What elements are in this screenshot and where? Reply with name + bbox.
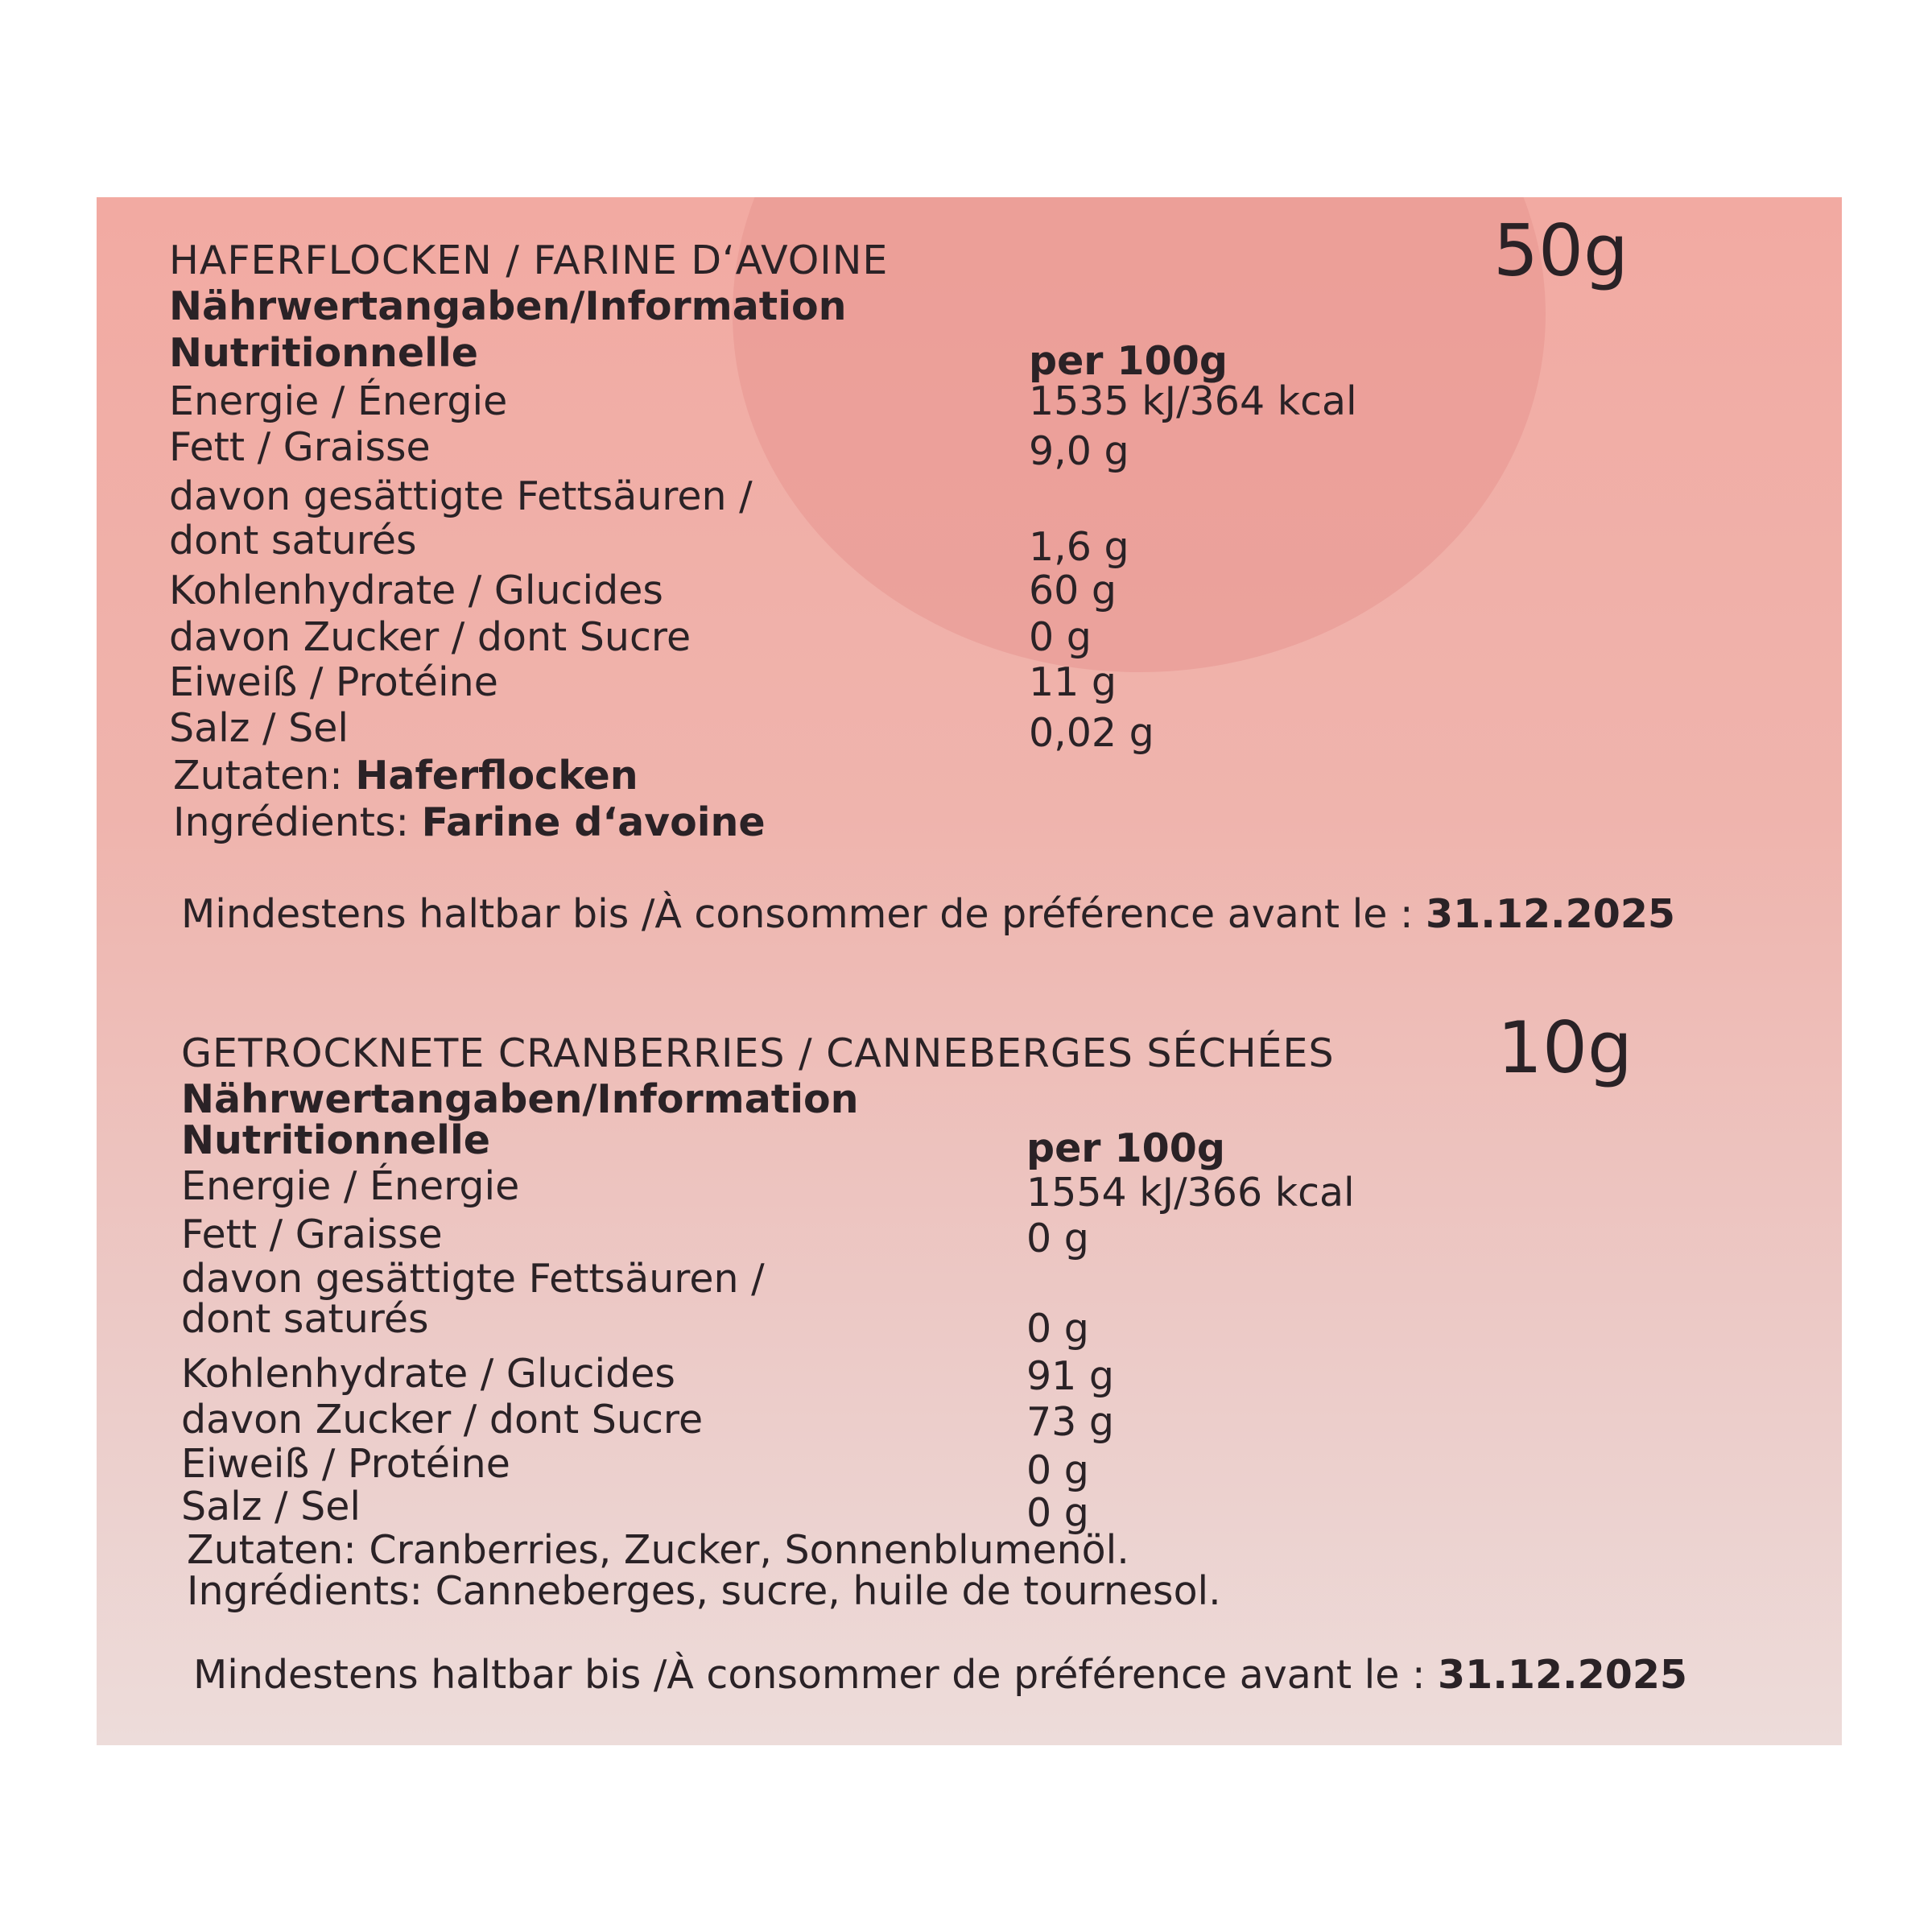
nutrient-label: Fett / Graisse <box>181 1212 443 1257</box>
nutrient-row <box>169 424 1699 474</box>
nutrient-label: Eiweiß / Protéine <box>181 1441 510 1487</box>
nutrient-row <box>169 378 1699 424</box>
nutrient-row <box>181 1484 1711 1536</box>
nutrient-row <box>169 705 1699 756</box>
per-100g-label: per 100g <box>1029 338 1228 384</box>
nutrient-row <box>169 518 1699 570</box>
nutrient-row <box>181 1441 1711 1493</box>
nutrient-value: 0,02 g <box>1029 710 1154 756</box>
nutrient-label: davon gesättigte Fettsäuren / <box>169 473 753 519</box>
ingredients-de: Zutaten: Cranberries, Zucker, Sonnenblumenöl. <box>187 1527 1129 1573</box>
ingredients-fr-value: Farine d‘avoine <box>421 799 766 845</box>
nutrient-label: davon Zucker / dont Sucre <box>181 1397 704 1443</box>
ingredients-fr-label: Ingrédients: <box>173 799 422 845</box>
nutrient-value: 11 g <box>1029 659 1117 705</box>
nutrient-label: davon Zucker / dont Sucre <box>169 614 691 660</box>
product-title: HAFERFLOCKEN / FARINE D‘AVOINE <box>169 237 889 283</box>
best-before-label: Mindestens haltbar bis /À consommer de préférence avant le : <box>181 891 1426 937</box>
nutrient-row <box>169 659 1699 705</box>
nutrient-label: Salz / Sel <box>169 705 349 751</box>
nutrient-row <box>181 1397 1711 1443</box>
nutrient-value: 91 g <box>1026 1353 1115 1399</box>
nutrient-label: davon gesättigte Fettsäuren / <box>181 1256 765 1302</box>
nutrient-row <box>169 473 1699 519</box>
best-before <box>181 891 1675 937</box>
nutrient-row <box>181 1212 1711 1261</box>
ingredients-fr <box>173 799 766 845</box>
nutrition-heading: Nährwertangaben/Information <box>181 1076 859 1122</box>
nutrient-row <box>181 1351 1711 1397</box>
ingredients-de <box>173 753 638 799</box>
nutrient-label: Energie / Énergie <box>169 378 508 424</box>
best-before <box>193 1652 1687 1698</box>
nutrition-heading-2: Nutritionnelle <box>181 1117 490 1163</box>
nutrient-label: dont saturés <box>169 518 417 564</box>
best-before-date: 31.12.2025 <box>1426 891 1676 937</box>
ingredients-de-label: Zutaten: <box>173 753 356 799</box>
nutrient-row <box>181 1256 1711 1302</box>
nutrient-row <box>169 568 1699 613</box>
nutrient-label: Fett / Graisse <box>169 424 431 470</box>
nutrient-value: 0 g <box>1026 1216 1089 1261</box>
product-title: GETROCKNETE CRANBERRIES / CANNEBERGES SÉCHÉES <box>181 1030 1335 1076</box>
nutrient-value: 1,6 g <box>1029 524 1129 570</box>
nutrition-heading: Nährwertangaben/Information <box>169 283 847 329</box>
nutrient-row <box>181 1163 1711 1216</box>
nutrient-value: 60 g <box>1029 568 1117 613</box>
nutrient-value: 0 g <box>1026 1490 1089 1536</box>
product-weight: 10g <box>1497 1006 1633 1089</box>
nutrient-value: 73 g <box>1026 1399 1115 1445</box>
nutrient-row <box>181 1296 1711 1352</box>
nutrient-value: 0 g <box>1026 1306 1089 1352</box>
product-weight: 50g <box>1493 209 1629 292</box>
nutrient-value: 0 g <box>1026 1447 1089 1493</box>
nutrient-value: 1554 kJ/366 kcal <box>1026 1170 1355 1216</box>
nutrient-label: Salz / Sel <box>181 1484 361 1530</box>
per-100g-label: per 100g <box>1026 1125 1225 1171</box>
nutrition-label-card <box>97 197 1842 1745</box>
nutrient-label: Kohlenhydrate / Glucides <box>181 1351 675 1397</box>
best-before-date: 31.12.2025 <box>1438 1652 1688 1698</box>
nutrient-label: dont saturés <box>181 1296 429 1342</box>
nutrient-label: Energie / Énergie <box>181 1163 520 1209</box>
nutrient-label: Eiweiß / Protéine <box>169 659 498 705</box>
nutrient-value: 1535 kJ/364 kcal <box>1029 378 1357 424</box>
ingredients-de-value: Haferflocken <box>355 753 638 799</box>
nutrient-value: 9,0 g <box>1029 428 1129 474</box>
ingredients-fr: Ingrédients: Canneberges, sucre, huile de tournesol. <box>187 1568 1221 1614</box>
nutrient-value: 0 g <box>1029 614 1092 660</box>
nutrient-label: Kohlenhydrate / Glucides <box>169 568 663 613</box>
best-before-label: Mindestens haltbar bis /À consommer de préférence avant le : <box>193 1652 1439 1698</box>
nutrient-row <box>169 614 1699 660</box>
nutrition-heading-2: Nutritionnelle <box>169 330 478 376</box>
